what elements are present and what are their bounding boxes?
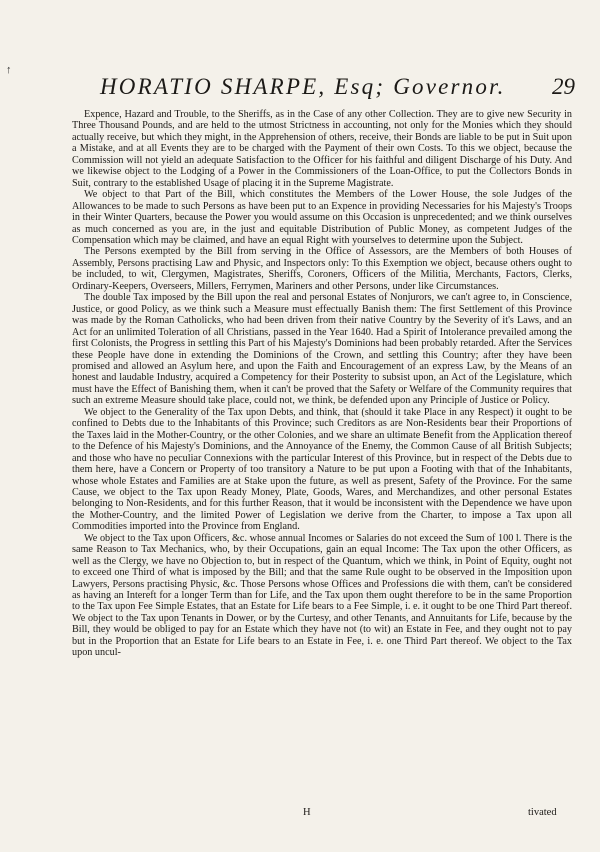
signature-mark: H — [303, 807, 311, 818]
paragraph: The double Tax imposed by the Bill upon the real and personal Estates of Nonjurors, we can't agree to, in Conscience, Justice, or good Policy, as we think such a Measure must effectually Banish them: The first Settlement of this Province was made by the Roman Catholicks, who had been driven from their native Country by the Severity of it's Laws, and an Act for an unlimited Toleration of all Christians, passed in the Year 1640. Had a Spirit of Intolerance prevailed among the first Colonists, the Progress in settling this Part of his Majesty's Dominions had been probably retarded. After the Services these People have done in extending the Dominions of the Crown, and settling this Country; after they have been promised and allowed an Asylum here, and upon the Faith and Encouragement of an express Law, by the Means of an honest and laudable Industry, acquired a Competency for their Posterity to subsist upon, an Act of the Legislature, which must have the Effect of Banishing them, when it can't be proved that the Safety or Welfare of the Community requires that such an extreme Measure should take place, could not, we think, be defended upon any Principle of Justice or Policy. — [72, 292, 572, 407]
paragraph: Expence, Hazard and Trouble, to the Sheriffs, as in the Case of any other Collection. They are to give new Security in Three Thousand Pounds, and are held to the utmost Strictness in accounting, not only for the Monies which they should actually receive, but which they might, in the Apprehension of others, receive, their Bonds are liable to be put in Suit upon a Mistake, and at all Events they are to be charged with the Payment of their own Costs. To this we object, because the Commission will not yield an adequate Satisfaction to the Officer for his faithful and diligent Discharge of his Duty. And we likewise object to the Lodging of a Power in the Commissioners of the Loan-Office, to put the Collectors Bonds in Suit, contrary to the established Usage of placing it in the Supreme Magistrate. — [72, 109, 572, 189]
body-text — [72, 109, 572, 806]
running-title: HORATIO SHARPE, Esq; Governor. — [100, 74, 506, 99]
page-header — [100, 74, 575, 106]
paragraph: The Persons exempted by the Bill from serving in the Office of Assessors, are the Members of both Houses of Assembly, Persons practising Law and Physic, and Inspectors only: To this Exemption we object, because others ought to be included, to wit, Clergymen, Magistrates, Sheriffs, Coroners, Officers of the Militia, Merchants, Factors, Clerks, Ordinary-Keepers, Overseers, Millers, Ferrymen, Mariners and other Persons, under like Circumstances. — [72, 246, 572, 292]
paragraph: We object to the Tax upon Officers, &c. whose annual Incomes or Salaries do not exceed the Sum of 100 l. There is the same Reason to Tax Mechanics, who, by their Occupations, gain an equal Income: The Tax upon the other Officers, as well as the Clergy, we have no Objection to, but in respect of the Quantum, which we think, in Point of Equity, ought not to exceed one Third of what is imposed by the Bill; and that the same Rule ought to be observed in the Imposition upon Lawyers, Persons practising Physic, &c. Those Persons whose Offices and Professions die with them, can't be considered as having an Intereft for a longer Term than for Life, and the Tax upon them ought therefore to be in the same Proportion to the Tax upon Fee Simple Estates, that an Estate for Life bears to a Fee Simple, i. e. it ought to be one Third Part thereof. We object to the Tax upon Tenants in Dower, or by the Curtesy, and other Tenants, and Annuitants for Life, because by the Bill, they would be obliged to pay for an Estate which they have not (to wit) an Estate in Fee, and they ought not to pay but in the Proportion that an Estate for Life bears to an Estate in Fee, i. e. one Third Part thereof. We object to the Tax upon uncul- — [72, 532, 572, 659]
paragraph: We object to that Part of the Bill, which constitutes the Members of the Lower House, the sole Judges of the Allowances to be made to such Persons as have been put to an Expence in providing Necessaries for his Majesty's Troops in their Winter Quarters, because the Power you would assume on this Occasion is unprecedented; and we think ourselves as much concerned as you are, in the just and equitable Distribution of Public Money, as competent Judges of the Compensation which may be claimed, and have an equal Right with yourselves to determine upon the Subject. — [72, 189, 572, 246]
margin-mark: ↑ — [6, 64, 11, 76]
page-number: 29 — [552, 74, 575, 99]
paragraph: We object to the Generality of the Tax upon Debts, and think, that (should it take Place in any Respect) it ought to be confined to Debts due to the Inhabitants of this Province; such Creditors as are Non-Residents bear their Proportions of the Taxes laid in the Mother-Country, or the other Colonies, and we share an ultimate Benefit from the Application thereof to the Defence of his Majesty's Dominions, and the Annoyance of the Enemy, the Common Cause of all British Subjects; and those who have no peculiar Connexions with the particular Interest of this Province, but in respect of the Debts due to them here, have a Concern or Property of too transitory a Nature to be put upon a Footing with that of the Inhabitants, whose whole Estates and Families are at Stake upon the future, as well as present, Safety of the Province. For the same Cause, we object to the Tax upon Ready Money, Plate, Goods, Wares, and Merchandizes, and other personal Estates belonging to Non-Residents, and for this further Reason, that it would be inconsistent with the Dependence we have upon the Mother-Country, and the limited Power of Legislation we derive from the Charter, to impose a Tax upon all Commodities imported into the Province from England. — [72, 406, 572, 533]
catchword: tivated — [528, 807, 557, 818]
